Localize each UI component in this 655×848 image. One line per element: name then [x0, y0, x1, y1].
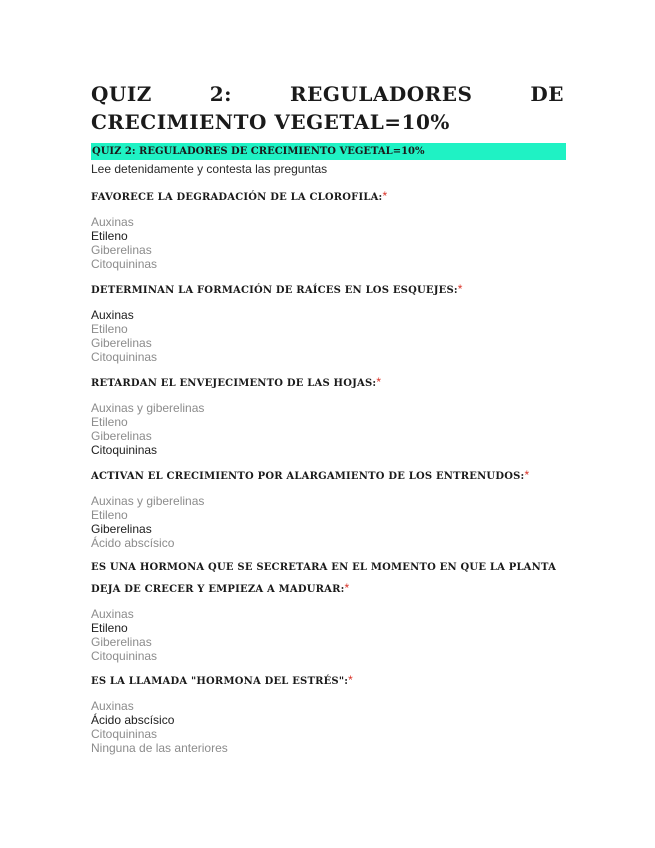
- answer-options: [91, 699, 566, 755]
- answer-option-selected[interactable]: Auxinas: [91, 308, 134, 322]
- answer-option[interactable]: Citoquininas: [91, 649, 158, 663]
- question-4: [91, 465, 566, 550]
- answer-option[interactable]: Etileno: [91, 322, 128, 336]
- answer-option[interactable]: Citoquininas: [91, 257, 158, 271]
- required-asterisk: *: [376, 375, 382, 389]
- question-text: ES LA LLAMADA "HORMONA DEL ESTRÉS":: [91, 676, 349, 687]
- answer-option-selected[interactable]: Etileno: [91, 229, 128, 243]
- banner-text: QUIZ 2: REGULADORES DE CRECIMIENTO VEGETAL=10%: [92, 146, 425, 157]
- answer-option[interactable]: Auxinas: [91, 215, 134, 229]
- question-3: [91, 372, 566, 457]
- answer-option[interactable]: Auxinas: [91, 699, 134, 713]
- answer-options: [91, 215, 566, 271]
- question-label: [91, 186, 566, 208]
- answer-option[interactable]: Auxinas y giberelinas: [91, 401, 205, 415]
- page-title: QUIZ 2: REGULADORES DE CRECIMIENTO VEGETAL=10%: [91, 82, 564, 134]
- answer-option[interactable]: Ninguna de las anteriores: [91, 741, 228, 755]
- answer-option[interactable]: Citoquininas: [91, 727, 158, 741]
- question-text: DETERMINAN LA FORMACIÓN DE RAÍCES EN LOS ESQUEJES:: [91, 285, 458, 296]
- answer-option[interactable]: Etileno: [91, 415, 128, 429]
- question-label: [91, 372, 566, 394]
- answer-options: [91, 401, 566, 457]
- question-1: [91, 186, 566, 271]
- answer-option-selected[interactable]: Citoquininas: [91, 443, 158, 457]
- answer-option-selected[interactable]: Etileno: [91, 621, 128, 635]
- question-label: [91, 465, 566, 487]
- answer-option-selected[interactable]: Giberelinas: [91, 522, 152, 536]
- quiz-banner: [91, 143, 566, 160]
- answer-options: [91, 494, 566, 550]
- answer-option[interactable]: Citoquininas: [91, 350, 158, 364]
- question-label: [91, 279, 566, 301]
- answer-option-selected[interactable]: Ácido abscísico: [91, 713, 175, 727]
- answer-option[interactable]: Giberelinas: [91, 336, 152, 350]
- question-6: [91, 670, 566, 755]
- question-label: [91, 670, 566, 692]
- answer-option[interactable]: Auxinas y giberelinas: [91, 494, 205, 508]
- required-asterisk: *: [457, 282, 463, 296]
- question-text: ES UNA HORMONA QUE SE SECRETARA EN EL MOMENTO EN QUE LA PLANTA DEJA DE CRECER Y EMPIEZA A MADURAR:: [91, 562, 557, 595]
- answer-options: [91, 308, 566, 364]
- answer-option[interactable]: Ácido abscísico: [91, 536, 175, 550]
- answer-option[interactable]: Giberelinas: [91, 243, 152, 257]
- question-text: FAVORECE LA DEGRADACIÓN DE LA CLOROFILA:: [91, 192, 383, 203]
- answer-options: [91, 607, 566, 663]
- answer-option[interactable]: Giberelinas: [91, 429, 152, 443]
- answer-option[interactable]: Giberelinas: [91, 635, 152, 649]
- question-label: [91, 558, 566, 600]
- required-asterisk: *: [348, 673, 354, 687]
- required-asterisk: *: [524, 468, 530, 482]
- required-asterisk: *: [344, 581, 350, 595]
- answer-option[interactable]: Etileno: [91, 508, 128, 522]
- question-2: [91, 279, 566, 364]
- answer-option[interactable]: Auxinas: [91, 607, 134, 621]
- question-text: RETARDAN EL ENVEJECIMENTO DE LAS HOJAS:: [91, 378, 377, 389]
- question-5: [91, 558, 566, 663]
- instructions-text: Lee detenidamente y contesta las preguntas: [91, 162, 328, 176]
- question-text: ACTIVAN EL CRECIMIENTO POR ALARGAMIENTO DE LOS ENTRENUDOS:: [91, 471, 525, 482]
- required-asterisk: *: [382, 189, 388, 203]
